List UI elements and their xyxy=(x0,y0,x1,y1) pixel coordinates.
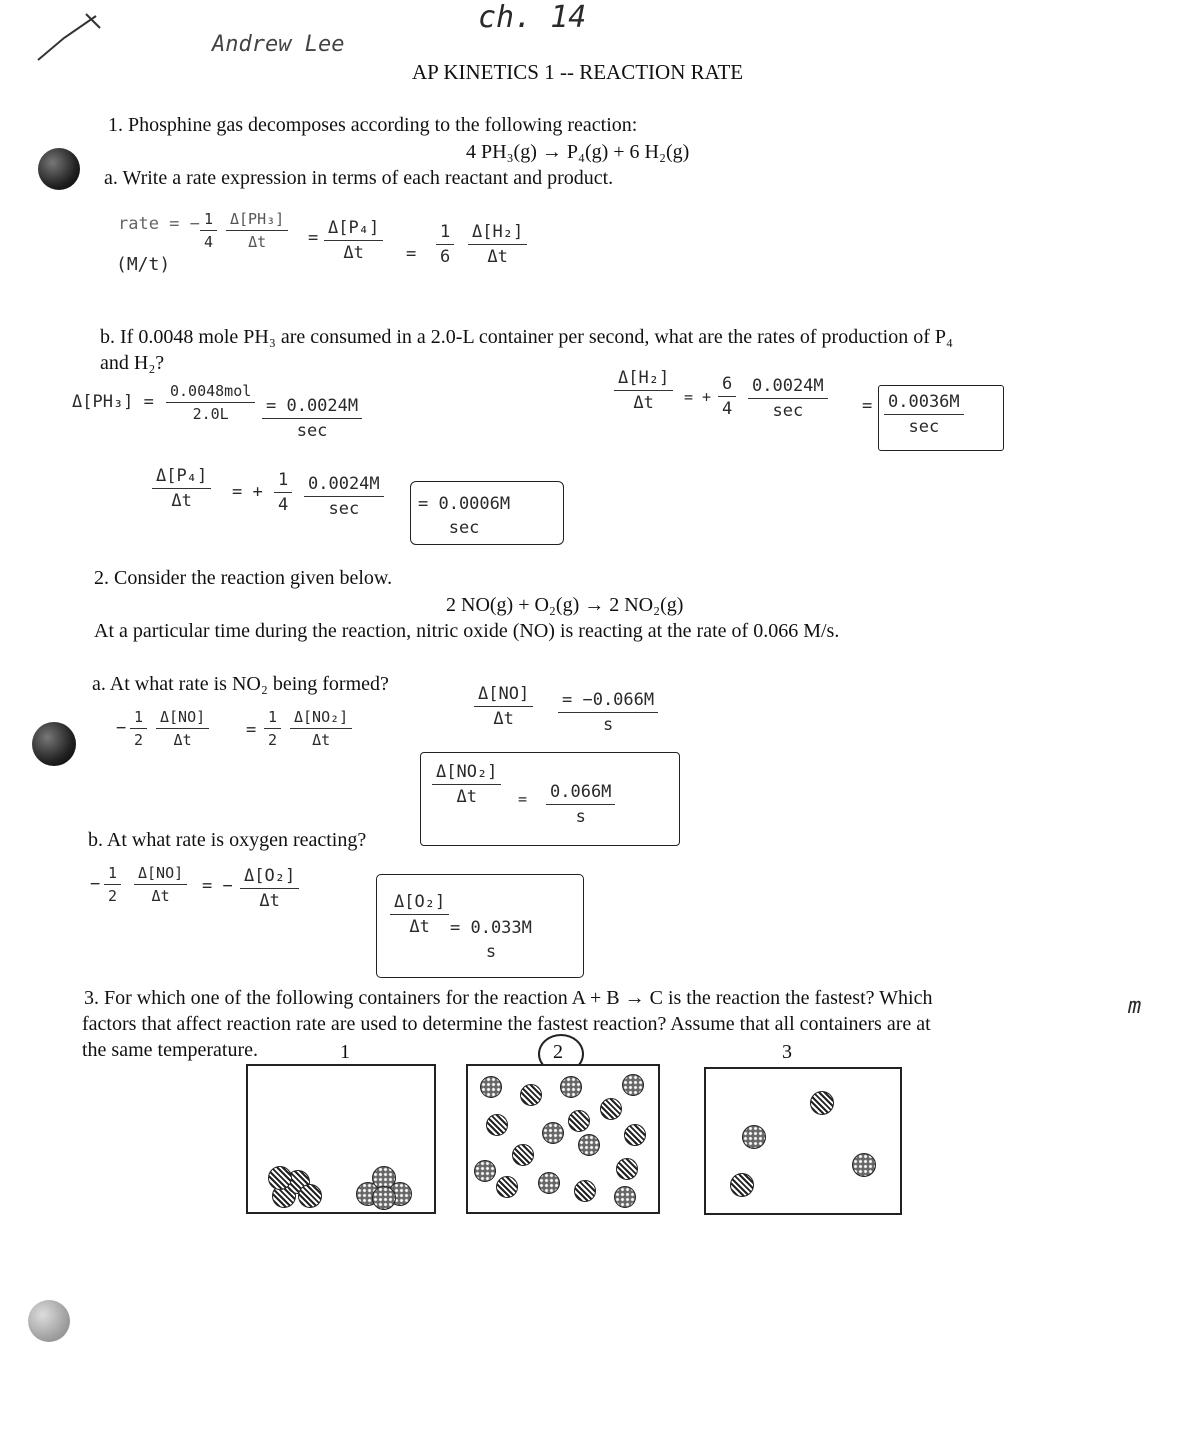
q1b-prompt-line2: and H₂? xyxy=(100,352,165,374)
molecule-a xyxy=(568,1110,590,1132)
q1b-h2-mid: = + xyxy=(684,388,712,406)
binder-hole-top xyxy=(38,148,80,190)
molecule-b xyxy=(480,1076,502,1098)
q2b-eq: = − xyxy=(202,876,233,896)
molecule-a xyxy=(486,1114,508,1136)
molecule-a xyxy=(298,1184,322,1208)
q2a-lhs-rate: $\frac{\Delta[NO]}{\Delta t}$ xyxy=(156,708,209,749)
checkmark-icon xyxy=(34,10,104,70)
molecule-b xyxy=(742,1125,766,1149)
molecule-a xyxy=(624,1124,646,1146)
q1b-p4-value: 0.0024M sec xyxy=(304,474,384,519)
q2a-given-rate: $\frac{\Delta[NO]}{\Delta t}$ xyxy=(474,684,533,729)
molecule-a xyxy=(268,1166,292,1190)
molecule-a xyxy=(616,1158,638,1180)
molecule-b xyxy=(474,1160,496,1182)
molecule-b xyxy=(538,1172,560,1194)
q3-prompt-line2: factors that affect reaction rate are used to determine the fastest reaction? Assume that all containers are at xyxy=(82,1013,931,1035)
q2b-rhs-rate: $\frac{\text{Δ[O₂]}}{\Delta t}$ xyxy=(240,866,299,911)
q1a-units: (M/t) xyxy=(116,254,171,275)
q1b-h2-rate: $\frac{\text{Δ[H₂]}}{\Delta t}$ xyxy=(614,368,673,413)
q1b-p4-mid: = + xyxy=(232,482,263,502)
molecule-a xyxy=(512,1144,534,1166)
q1a-term3: $\frac{\text{Δ[H₂]}}{\Delta t}$ xyxy=(468,222,527,267)
molecule-a xyxy=(520,1084,542,1106)
q1b-conc-result: = 0.0024M sec xyxy=(262,396,362,441)
q1b-conc-lhs: Δ[PH₃] = xyxy=(72,392,154,412)
q1b-h2-answer: 0.0036M sec xyxy=(884,392,964,437)
q2-equation: 2 NO(g) + O₂(g) → 2 NO₂(g) xyxy=(446,594,684,616)
q2a-lhs-sign: − xyxy=(116,718,127,738)
q1-equation: 4 PH₃(g) → P₄(g) + 6 H₂(g) xyxy=(466,141,690,163)
q3-prompt-line1: 3. For which one of the following containers for the reaction A + B → C is the reaction the fastest? Which xyxy=(84,987,933,1009)
container-3 xyxy=(704,1067,902,1215)
q3-prompt-line3: the same temperature. xyxy=(82,1039,259,1061)
container-1-label: 1 xyxy=(340,1041,350,1063)
student-name: Andrew Lee xyxy=(212,32,345,57)
chapter-note: ch. 14 xyxy=(478,0,587,35)
rate-label: rate = − xyxy=(118,214,200,234)
q1b-prompt-line1: b. If 0.0048 mole PH₃ are consumed in a 2.0-L container per second, what are the rates of production of P₄ xyxy=(100,326,953,348)
q2a-eq: = xyxy=(246,720,257,740)
molecule-b xyxy=(372,1186,396,1210)
q2a-given-value: $\frac{= -0.066M}{s}$ xyxy=(558,690,658,735)
q1b-p4-answer: = 0.0006M sec xyxy=(418,494,511,538)
molecule-a xyxy=(600,1098,622,1120)
q1b-h2-coef: $\frac{6}{4}$ xyxy=(718,374,736,419)
q1a-eq2: = xyxy=(406,244,417,264)
q1a-prompt: a. Write a rate expression in terms of each reactant and product. xyxy=(104,167,614,189)
q2a-lhs-coef: $\frac{1}{2}$ xyxy=(130,708,147,749)
q1b-h2-eq: = xyxy=(862,396,873,416)
q2a-rhs-rate: $\frac{\text{Δ[NO₂]}}{\Delta t}$ xyxy=(290,708,352,749)
q2b-answer-rate: $\frac{\text{Δ[O₂]}}{\Delta t}$ xyxy=(390,892,449,937)
container-3-label: 3 xyxy=(782,1041,792,1063)
q2b-answer-value: = 0.033M s xyxy=(450,918,532,962)
q1b-p4-rate: $\frac{\text{Δ[P₄]}}{\Delta t}$ xyxy=(152,466,211,511)
q1b-conc-frac: 0.0048mol 2.0L xyxy=(166,382,255,423)
q2a-answer-eq: = xyxy=(518,790,528,808)
page-title: AP KINETICS 1 -- REACTION RATE xyxy=(412,60,744,84)
q2b-lhs-rate: $\frac{\Delta[NO]}{\Delta t}$ xyxy=(134,864,187,905)
container-2-label: 2 xyxy=(553,1041,563,1063)
q2b-lhs-sign: − xyxy=(90,874,101,894)
molecule-a xyxy=(574,1180,596,1202)
molecule-a xyxy=(810,1091,834,1115)
q2b-lhs-coef: $\frac{1}{2}$ xyxy=(104,864,121,905)
molecule-b xyxy=(852,1153,876,1177)
molecule-a xyxy=(730,1173,754,1197)
molecule-b xyxy=(614,1186,636,1208)
molecule-b xyxy=(622,1074,644,1096)
q2b-prompt: b. At what rate is oxygen reacting? xyxy=(88,829,367,851)
q2a-answer-rate: $\frac{\text{Δ[NO₂]}}{\Delta t}$ xyxy=(432,762,501,807)
container-1 xyxy=(246,1064,436,1214)
q1a-term1: $\frac{\text{Δ[PH₃]}}{\Delta t}$ xyxy=(226,210,288,251)
molecule-a xyxy=(496,1176,518,1198)
q1a-term2: $\frac{\text{Δ[P₄]}}{\Delta t}$ xyxy=(324,218,383,263)
q1-prompt: 1. Phosphine gas decomposes according to the following reaction: xyxy=(108,114,638,136)
molecule-b xyxy=(578,1134,600,1156)
q1a-coef1: $\frac{1}{4}$ xyxy=(200,210,217,251)
q1b-h2-value: 0.0024M sec xyxy=(748,376,828,421)
q2a-prompt: a. At what rate is NO₂ being formed? xyxy=(92,673,389,695)
q2a-rhs-coef: $\frac{1}{2}$ xyxy=(264,708,281,749)
molecule-b xyxy=(560,1076,582,1098)
q3-margin-note: m xyxy=(1128,994,1142,1019)
container-2 xyxy=(466,1064,660,1214)
q2-prompt: 2. Consider the reaction given below. xyxy=(94,567,393,589)
q2a-answer-value: $\frac{0.066M}{s}$ xyxy=(546,782,615,827)
binder-hole-middle xyxy=(32,722,76,766)
q1a-eq1: = xyxy=(308,228,319,248)
q1a-coef3: $\frac{1}{6}$ xyxy=(436,222,454,267)
q1b-p4-coef: $\frac{1}{4}$ xyxy=(274,470,292,515)
binder-hole-bottom xyxy=(28,1300,70,1342)
q2-context: At a particular time during the reaction, nitric oxide (NO) is reacting at the rate of 0.066 M/s. xyxy=(94,620,840,642)
molecule-b xyxy=(542,1122,564,1144)
